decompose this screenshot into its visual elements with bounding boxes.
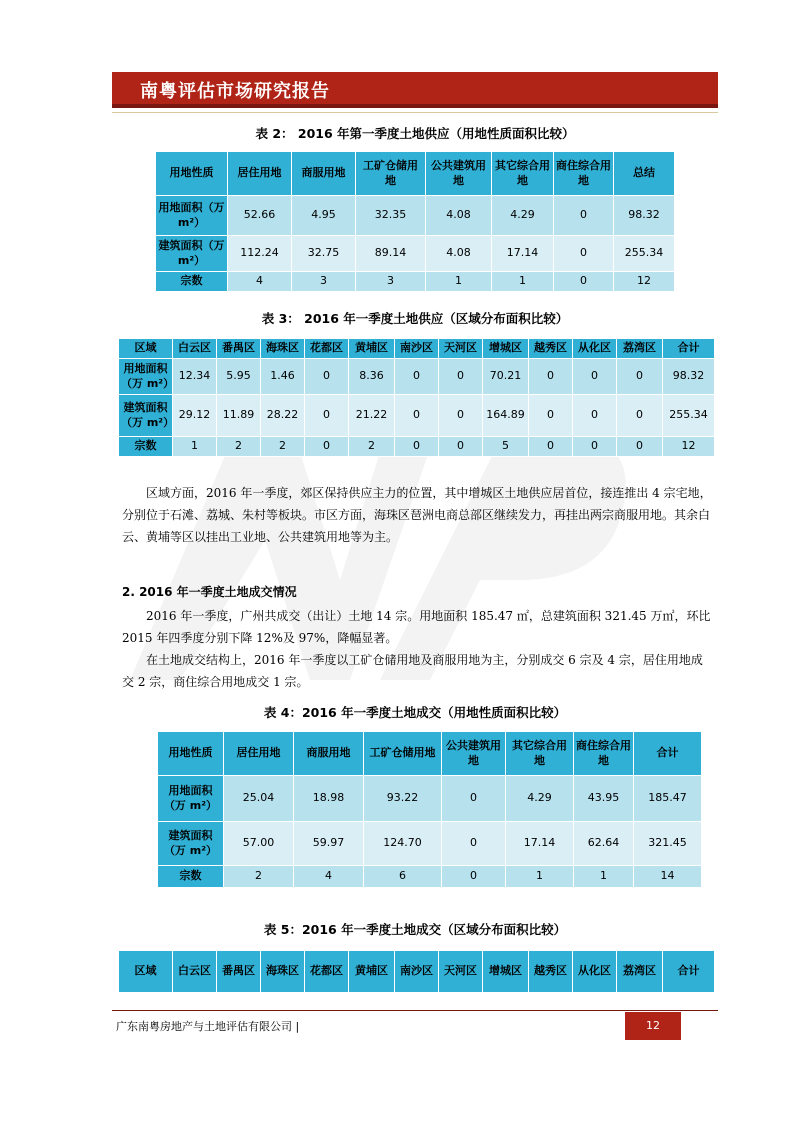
table-row (156, 236, 675, 272)
table-cell: 1.46 (261, 359, 305, 395)
row-label: 用地面积（万 m²） (119, 359, 173, 395)
table-row (158, 776, 702, 822)
table-cell: 93.22 (364, 776, 442, 822)
table-cell: 14 (634, 866, 702, 888)
row-label: 宗数 (156, 272, 228, 292)
header-cell: 南沙区 (395, 339, 439, 359)
table-cell: 32.75 (292, 236, 356, 272)
table-cell: 4.95 (292, 196, 356, 236)
header-cell: 天河区 (439, 339, 483, 359)
table-cell: 124.70 (364, 822, 442, 866)
header-cell: 其它综合用地 (492, 152, 554, 196)
table-cell: 0 (554, 272, 614, 292)
table-cell: 5 (483, 437, 529, 457)
header-cell: 南沙区 (395, 951, 439, 993)
header-cell: 工矿仓储用地 (356, 152, 426, 196)
table-cell: 4 (294, 866, 364, 888)
header-cell: 公共建筑用地 (426, 152, 492, 196)
table-cell: 12 (663, 437, 715, 457)
table-cell: 89.14 (356, 236, 426, 272)
table-cell: 0 (573, 359, 617, 395)
header-cell: 增城区 (483, 951, 529, 993)
table-cell: 0 (439, 359, 483, 395)
header-cell: 用地性质 (158, 732, 224, 776)
header-cell: 越秀区 (529, 339, 573, 359)
table-cell: 4.08 (426, 236, 492, 272)
table-cell: 0 (439, 437, 483, 457)
transaction-structure-paragraph: 在土地成交结构上，2016 年一季度以工矿仓储用地及商服用地为主，分别成交 6 宗及 4 宗，居住用地成交 2 宗，商住综合用地成交 1 宗。 (122, 653, 703, 689)
table-cell: 255.34 (614, 236, 675, 272)
report-header-bar (112, 72, 718, 108)
table-cell: 4.29 (492, 196, 554, 236)
header-cell: 区域 (119, 951, 173, 993)
table-cell: 21.22 (349, 395, 395, 437)
table5-caption: 表 5：2016 年一季度土地成交（区域分布面积比较） (263, 922, 567, 937)
row-label: 宗数 (158, 866, 224, 888)
table-cell: 3 (292, 272, 356, 292)
table-cell: 5.95 (217, 359, 261, 395)
header-cell: 黄埔区 (349, 951, 395, 993)
table-row (156, 272, 675, 292)
table-row (119, 395, 715, 437)
header-cell: 商服用地 (292, 152, 356, 196)
table-cell: 1 (506, 866, 574, 888)
header-cell: 天河区 (439, 951, 483, 993)
header-cell: 越秀区 (529, 951, 573, 993)
table-cell: 11.89 (217, 395, 261, 437)
row-label: 用地面积（万 m²） (156, 196, 228, 236)
table-cell: 0 (442, 776, 506, 822)
header-cell: 花都区 (305, 339, 349, 359)
table-cell: 0 (617, 437, 663, 457)
table-cell: 17.14 (492, 236, 554, 272)
header-cell: 商服用地 (294, 732, 364, 776)
table-cell: 0 (617, 359, 663, 395)
table-row (158, 822, 702, 866)
header-cell: 用地性质 (156, 152, 228, 196)
table-row (119, 437, 715, 457)
table3-land-supply-by-district (118, 338, 715, 457)
table3-caption: 表 3： 2016 年一季度土地供应（区域分布面积比较） (261, 311, 569, 326)
table-cell: 0 (529, 359, 573, 395)
table-cell: 1 (492, 272, 554, 292)
table-cell: 62.64 (574, 822, 634, 866)
table-cell: 0 (573, 395, 617, 437)
row-label: 用地面积（万 m²） (158, 776, 224, 822)
report-title: 南粤评估市场研究报告 (140, 81, 330, 102)
table4-land-transaction-by-use (157, 731, 702, 888)
table-cell: 70.21 (483, 359, 529, 395)
table-cell: 1 (574, 866, 634, 888)
table-cell: 52.66 (228, 196, 292, 236)
header-cell: 花都区 (305, 951, 349, 993)
table-cell: 0 (529, 437, 573, 457)
table-cell: 0 (395, 437, 439, 457)
header-cell: 居住用地 (228, 152, 292, 196)
table-cell: 2 (261, 437, 305, 457)
table2-land-supply-by-use (155, 151, 675, 292)
header-cell: 白云区 (173, 339, 217, 359)
table-cell: 25.04 (224, 776, 294, 822)
table-cell: 6 (364, 866, 442, 888)
header-cell: 区域 (119, 339, 173, 359)
header-cell: 商住综合用地 (574, 732, 634, 776)
header-cell: 白云区 (173, 951, 217, 993)
table-cell: 1 (426, 272, 492, 292)
header-cell: 海珠区 (261, 339, 305, 359)
table-cell: 17.14 (506, 822, 574, 866)
table-cell: 43.95 (574, 776, 634, 822)
table-cell: 0 (305, 437, 349, 457)
table5-land-transaction-by-district (118, 950, 715, 993)
header-divider (112, 112, 718, 113)
table-cell: 0 (554, 196, 614, 236)
header-cell: 合计 (663, 339, 715, 359)
table-cell: 0 (305, 359, 349, 395)
header-cell: 其它综合用地 (506, 732, 574, 776)
table-cell: 321.45 (634, 822, 702, 866)
table-cell: 98.32 (614, 196, 675, 236)
table-cell: 0 (617, 395, 663, 437)
table-cell: 0 (529, 395, 573, 437)
table-cell: 112.24 (228, 236, 292, 272)
transaction-summary-paragraph: 2016 年一季度，广州共成交（出让）土地 14 宗。用地面积 185.47 ㎡，总建筑面积 321.45 万㎡，环比 2015 年四季度分别下降 12%及 97%，降幅显著。 (122, 609, 711, 645)
header-cell: 合计 (634, 732, 702, 776)
header-cell: 从化区 (573, 951, 617, 993)
table-cell: 255.34 (663, 395, 715, 437)
row-label: 建筑面积（万 m²） (158, 822, 224, 866)
table-cell: 98.32 (663, 359, 715, 395)
table-header-row (156, 152, 675, 196)
header-cell: 黄埔区 (349, 339, 395, 359)
footer-company-name: 广东南粤房地产与土地评估有限公司 | (116, 1020, 300, 1033)
table-cell: 2 (217, 437, 261, 457)
table-cell: 2 (224, 866, 294, 888)
table-cell: 29.12 (173, 395, 217, 437)
header-cell: 总结 (614, 152, 675, 196)
header-cell: 海珠区 (261, 951, 305, 993)
table4-caption: 表 4：2016 年一季度土地成交（用地性质面积比较） (263, 705, 567, 720)
header-cell: 番禺区 (217, 339, 261, 359)
table-cell: 4 (228, 272, 292, 292)
table-cell: 0 (554, 236, 614, 272)
header-cell: 从化区 (573, 339, 617, 359)
table2-caption: 表 2： 2016 年第一季度土地供应（用地性质面积比较） (255, 126, 575, 141)
table-header-row (158, 732, 702, 776)
table-cell: 28.22 (261, 395, 305, 437)
table-cell: 57.00 (224, 822, 294, 866)
table-cell: 4.29 (506, 776, 574, 822)
table-cell: 12 (614, 272, 675, 292)
page-number: 12 (625, 1012, 681, 1040)
region-analysis-paragraph: 区域方面，2016 年一季度，郊区保持供应主力的位置，其中增城区土地供应居首位，接连推出 4 宗宅地，分别位于石滩、荔城、朱村等板块。市区方面，海珠区琶洲电商总部区继续发力，再挂出两宗商服用地。其余白云、黄埔等区以挂出工业地、公共建筑用地等为主。 (122, 486, 712, 544)
table-cell: 1 (173, 437, 217, 457)
row-label: 宗数 (119, 437, 173, 457)
header-cell: 增城区 (483, 339, 529, 359)
table-cell: 0 (442, 822, 506, 866)
header-cell: 居住用地 (224, 732, 294, 776)
header-cell: 荔湾区 (617, 339, 663, 359)
table-cell: 164.89 (483, 395, 529, 437)
table-cell: 0 (442, 866, 506, 888)
footer-divider (112, 1010, 718, 1011)
table-cell: 18.98 (294, 776, 364, 822)
header-cell: 荔湾区 (617, 951, 663, 993)
header-cell: 合计 (663, 951, 715, 993)
table-cell: 12.34 (173, 359, 217, 395)
header-cell: 工矿仓储用地 (364, 732, 442, 776)
table-cell: 4.08 (426, 196, 492, 236)
table-cell: 185.47 (634, 776, 702, 822)
row-label: 建筑面积（万 m²） (156, 236, 228, 272)
row-label: 建筑面积（万 m²） (119, 395, 173, 437)
table-cell: 0 (395, 395, 439, 437)
header-cell: 公共建筑用地 (442, 732, 506, 776)
table-row (119, 359, 715, 395)
section-title: 2. 2016 年一季度土地成交情况 (122, 585, 297, 599)
table-header-row (119, 339, 715, 359)
table-cell: 8.36 (349, 359, 395, 395)
header-cell: 番禺区 (217, 951, 261, 993)
table-cell: 0 (573, 437, 617, 457)
table-cell: 0 (439, 395, 483, 437)
table-row (156, 196, 675, 236)
table-cell: 59.97 (294, 822, 364, 866)
header-cell: 商住综合用地 (554, 152, 614, 196)
table-cell: 2 (349, 437, 395, 457)
table-cell: 0 (305, 395, 349, 437)
table-cell: 3 (356, 272, 426, 292)
table-cell: 0 (395, 359, 439, 395)
table-cell: 32.35 (356, 196, 426, 236)
table-header-row (119, 951, 715, 993)
table-row (158, 866, 702, 888)
